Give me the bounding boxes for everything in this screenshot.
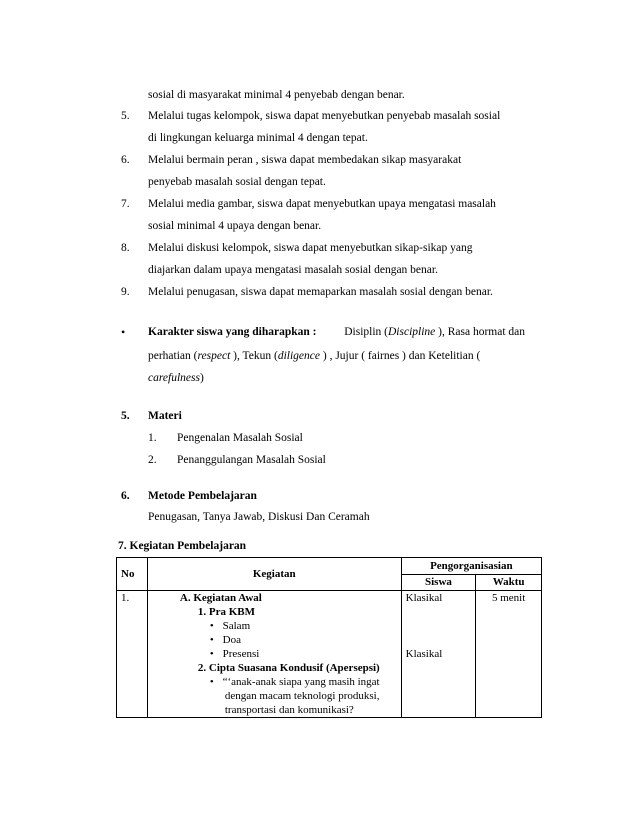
- cell-kegiatan: [147, 591, 401, 718]
- bullet-icon: •: [209, 634, 214, 646]
- item-number: 5.: [121, 110, 130, 122]
- header-siswa: Siswa: [401, 574, 476, 591]
- karakter-line-2: [148, 350, 480, 362]
- siswa-value: Klasikal: [405, 592, 443, 604]
- list-item-text: “‘anak-anak siapa yang masih ingat: [222, 676, 380, 688]
- karakter-text: ), Tekun (: [230, 350, 278, 362]
- karakter-text: perhatian (: [148, 350, 198, 362]
- section-heading: A. Kegiatan Awal: [179, 592, 262, 604]
- materi-item: Penanggulangan Masalah Sosial: [177, 454, 326, 466]
- waktu-value: 5 menit: [491, 592, 526, 604]
- item-line: Melalui media gambar, siswa dapat menyebutkan upaya mengatasi masalah: [148, 198, 496, 210]
- karakter-text-italic: diligence: [277, 350, 320, 362]
- header-kegiatan: Kegiatan: [147, 558, 401, 591]
- karakter-text-italic: Discipline: [388, 326, 436, 338]
- table-header-row: [117, 558, 542, 575]
- bullet-icon: •: [209, 648, 214, 660]
- kegiatan-title: 7. Kegiatan Pembelajaran: [118, 540, 247, 552]
- item-number: 2.: [148, 454, 157, 466]
- karakter-line-1: [148, 326, 525, 338]
- item-line: diajarkan dalam upaya mengatasi masalah sosial dengan benar.: [148, 264, 438, 276]
- materi-item: Pengenalan Masalah Sosial: [177, 432, 303, 444]
- header-no: No: [117, 558, 148, 591]
- metode-text: Penugasan, Tanya Jawab, Diskusi Dan Ceramah: [148, 511, 370, 523]
- section-number: 6.: [121, 490, 130, 502]
- list-item-continuation: dengan macam teknologi produksi,: [224, 690, 380, 702]
- list-item: [152, 647, 397, 661]
- metode-title: Metode Pembelajaran: [148, 490, 257, 502]
- cell-siswa: [401, 591, 476, 718]
- item-number: 1.: [148, 432, 157, 444]
- karakter-line-3: [148, 372, 204, 384]
- materi-title: Materi: [148, 410, 182, 422]
- bullet-icon: •: [209, 676, 214, 688]
- list-item-text: Salam: [222, 620, 251, 632]
- list-item-continuation: transportasi dan komunikasi?: [224, 704, 354, 716]
- section-number: 5.: [121, 410, 130, 422]
- bullet-icon: •: [121, 325, 126, 339]
- item-line: Melalui tugas kelompok, siswa dapat menyebutkan penyebab masalah sosial: [148, 110, 501, 122]
- objective-continuation: sosial di masyarakat minimal 4 penyebab dengan benar.: [148, 89, 405, 101]
- item-line: Melalui penugasan, siswa dapat memaparkan masalah sosial dengan benar.: [148, 286, 493, 298]
- item-line: sosial minimal 4 upaya dengan benar.: [148, 220, 322, 232]
- item-number: 8.: [121, 242, 130, 254]
- row-number: 1.: [121, 592, 130, 604]
- bullet-icon: •: [209, 620, 214, 632]
- list-item: [152, 619, 397, 633]
- table-row: [117, 591, 542, 718]
- item-line: Melalui diskusi kelompok, siswa dapat menyebutkan sikap-sikap yang: [148, 242, 473, 254]
- karakter-label: Karakter siswa yang diharapkan :: [148, 326, 317, 338]
- header-pengorganisasian: Pengorganisasian: [401, 558, 541, 575]
- cell-waktu: [476, 591, 542, 718]
- karakter-text-italic: carefulness: [148, 372, 200, 384]
- kegiatan-table: [116, 557, 542, 718]
- item-line: di lingkungan keluarga minimal 4 dengan tepat.: [148, 132, 368, 144]
- list-item: [152, 633, 397, 647]
- karakter-text: ): [199, 372, 204, 384]
- item-number: 6.: [121, 154, 130, 166]
- item-line: penyebab masalah sosial dengan tepat.: [148, 176, 326, 188]
- list-item: [152, 675, 397, 689]
- karakter-text-italic: respect: [197, 350, 231, 362]
- karakter-text: Disiplin (: [344, 326, 388, 338]
- list-item-text: Presensi: [222, 648, 260, 660]
- karakter-text: ) , Jujur ( fairnes ) dan Ketelitian (: [319, 350, 481, 362]
- item-number: 7.: [121, 198, 130, 210]
- sub-heading: 2. Cipta Suasana Kondusif (Apersepsi): [197, 662, 380, 674]
- header-waktu: Waktu: [476, 574, 542, 591]
- sub-heading: 1. Pra KBM: [197, 606, 256, 618]
- cell-no: [117, 591, 148, 718]
- siswa-value: Klasikal: [405, 648, 443, 660]
- list-item-text: Doa: [222, 634, 241, 646]
- item-number: 9.: [121, 286, 130, 298]
- item-line: Melalui bermain peran , siswa dapat membedakan sikap masyarakat: [148, 154, 462, 166]
- karakter-text: ), Rasa hormat dan: [435, 326, 526, 338]
